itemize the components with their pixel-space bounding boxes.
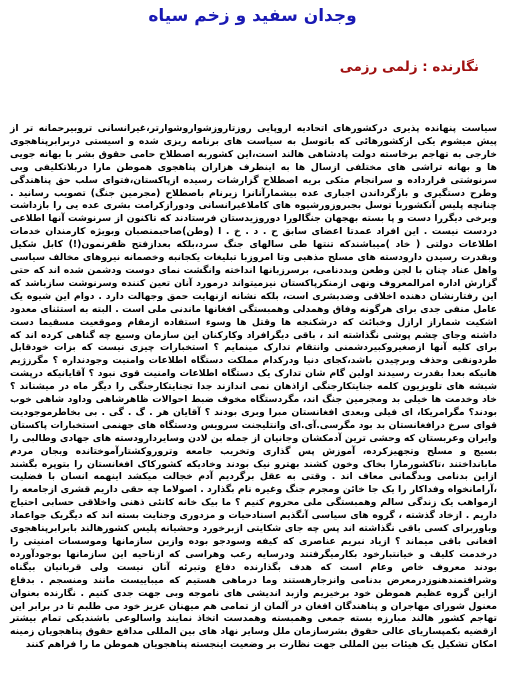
article-title: وجدان سفید و زخم سیاه bbox=[148, 6, 357, 26]
article-body bbox=[10, 123, 497, 652]
author-line: نگارنده : زلمی رزمی bbox=[339, 59, 479, 75]
article-paragraph: سیاست پنهانده پذیری درکشورهای اتحادیه اروپایی روزتاروزشواروشوارتر،غیرانسانی تروبیرحمانه تر از پیش میشوم یکی ازکشورهائی که باتوسل به سیاست های برنامه ریزی شده و اسیستی دربرابرپناهجوی خارجی به تهاجم برخاسته دولت پادشاهی هالند است،این کشوربه اصطلاح حامی حقوق بشر با بهانه جویی ها و بهانه تراشی های مختلفی ازسال ها به اینطرف هزاران پناهجوی هموطن مارا دربلاتکلیفی وبی سرنوشتی قرارداده و سرانجام متکی بریه اصطلاح گزارشات رسیده ازپاکستان،فتوای سلب حق پناهندگی وطرح دستگیری و بازگرداندن اجباری عده بیشمارآنانرا زیرنام باصطلاح (مجرمین جنگ) تصویب رسانید . چنانچه پلیس آنکشوربا توسل بجبروزورشیوه های کاملاغیرانسانی ودورازکرامت بشری عده یی را بازداشت وبرخی دیگررا دست و پا بسته بهجهان جنگالورا دوروزیدستان فرستادند که تاکنون از سرنوشت آنها اطلاعی دردست نیست . این افراد عمدتا اعضای سابق ح . د . خ . ا (وطن)صاحبمنصبان وبویژه کارمندان خدمات اطلاعات دولتی ( خاد )میباشندکه تنتها طی سالهای جنگ سرد،بلکه بعدازفتح ظفرنمون(!) کابل شکیل وبقدرت رسیدن دارودسته های مسلح مذهبی وتا امروزبا تبلیغات یکجانبه وخصمانه نیروهای مخالف سیاسی واهل عناد چنان با لجن وطعن وبددنامی، برسرزبانها انداخته وانگشت نمای دوست ودشمن شده اند که حتی گزارش اداره امرالمعروف ونهی ازمنکرپاکستان نیزمیتواند درمورد آنان تعین کننده وسرنوشت سازباشد که این رفتارنشان دهنده اخلاقی وضدبشری است، بلکه نشانه ازنهایت حمق وجهالت دارد . دوام این شیوه یک عامل منفی جدی برای هرگونه وفاق وهمدلی وهمبستگی افغانها ماندنی ملی است . البته به استثنای معدود اشکیت شماراز ارازل وخبائث که درشکنجه ها وقتل ها وسوء استفاده ازمقام وموقعیت مسقیما دست داشته وجای چشم پوشی نگذاشته اند ، باقی دیگرافراد وکارکنان این سازمان وسیع چه گناهی کرده اند که برای کلیه آنها ازصغیروکبیردشمنی وانتقام تدارک مینمایم ؟ استخبارات چیزی نیست که بزات خودقابل طردونفی وحذف وبرچیدن باشد،کجای دنیا ودرکدام مملکت دستگاه اطلاعات وامنیت وجودنداره ؟ مگرزژیم هانیکه بعدا بقدرت رسیدند اولین گام شان تدارک یک دستگاه اطلاعات وامنیت قوی نبود ؟ آقایانیکه درپشت شیشه های تلویزیون کلمه جنایتکارجنگی ازاذهان نمی اندازند جدا تجنایتکارجنگی را دیگر ماه در میشناند ؟ خاد وخدمت ها خیلی بد ومجرمین جنگ اند، مگردستگاه مخوف ضبط احوالات ظاهرشاهی وداود شاهی خوب بودند؟ مگرامریکا، ای فیلی وبعدی افغانستان مبرا وبری بودند ؟ آقایان هر . گ . گی . بی بخاطرموجودیت قوای سرخ درافغانستان بد بود مگرسی.آی.ای وانتلیجنت سرویس ودستگاه های جهنمی استخبارات پاکستان وایران وعربستان که وحشی ترین آدمکشان وجانیان از جمله بن لادن وسایردارودسته های جهادی وطالبی را بسیج و مسلح وتجهیزکرده، آموزش پس گذاری وتخریب جامعه وتروروکشتارآموختانده وبجان مردم مابانداختند ،تاکشورمارا بخاک وخون کشند بهترو نیک بودند وخادیکه کشورکاک افغانستان را بتوپره بگشند ازاین بدنامی وبدگمانی معاف اند . وقتی به عقل برگردیم آدم خجالت میکشد اینهمه انسان با فضلیت ،آرامانخواه وفداکار را یک جا خائن ومجرم جنگ وغیره نام بگذارد . اصولاما چه حقی داریم قشری ازجامعه را ازمواهب یک زندگی سالم وهمبستگی ملی محروم کنیم ؟ ما بیک خانه کانئی ذهنی واخلاقی حسابی احتیاج داریم . ازخاد گذشته ، گروه های سیاسی آنگذیم اسنادحیات و مزدوری وجنایت بسته اند که دیگریک جواعماد وباوربرای کسی باقی نگذاشته اند پس چه جای شکایتی ازبرخورد وحشیانه پلیس کشورهالند بابرابرپناهجوی افغانی باقی میماند ؟ ازیاد نبریم عناصری که کیفه وسودجو بوده وازین سازمانها وموسسات امنیتی را درخدمت کلیف و خیانتبارخود بکارمیگرفتند ودرسایه رعب وهراسی که ازناحیه این سازمانها بوجودآورده بودند معروف خاص وعام است که هدف بگذارنده دفاع وتبرئه آنان نیست ولی قربانیان بیگناه وشرافتمندهنوزدرمعرض بدنامی وانزجارهستند وما درماهی هستیم که میباییست مانند ومنسجم . بدفاع ازاین گروه عظیم هموطن خود برخیزیم وازبد اندیشی های ناموجه وبی جهت جدی کنیم . نگارنده بعنوان معنول شورای مهاجران و پناهندگان افغان در آلمان از تمامی هم میهنان عزیز خود می طلبم تا در برابر این تهاجم کشور هالند مبارزه بسته جمعی وهمبسته وهمدست اتخاذ نمایند واسالوعی باشندیکی تمام بیشتر ازقضیه بکمپساریای عالی حقوق بشرسازمان ملل وسایر نهاد های بین المللی مدافع حقوق پناهجویان زمینه امکان تشکیل یک هیئات بین المللی جهت نظارت بر وضعیت اینجسته پناهجویان هموطن ما را فراهم کنند bbox=[10, 123, 497, 651]
